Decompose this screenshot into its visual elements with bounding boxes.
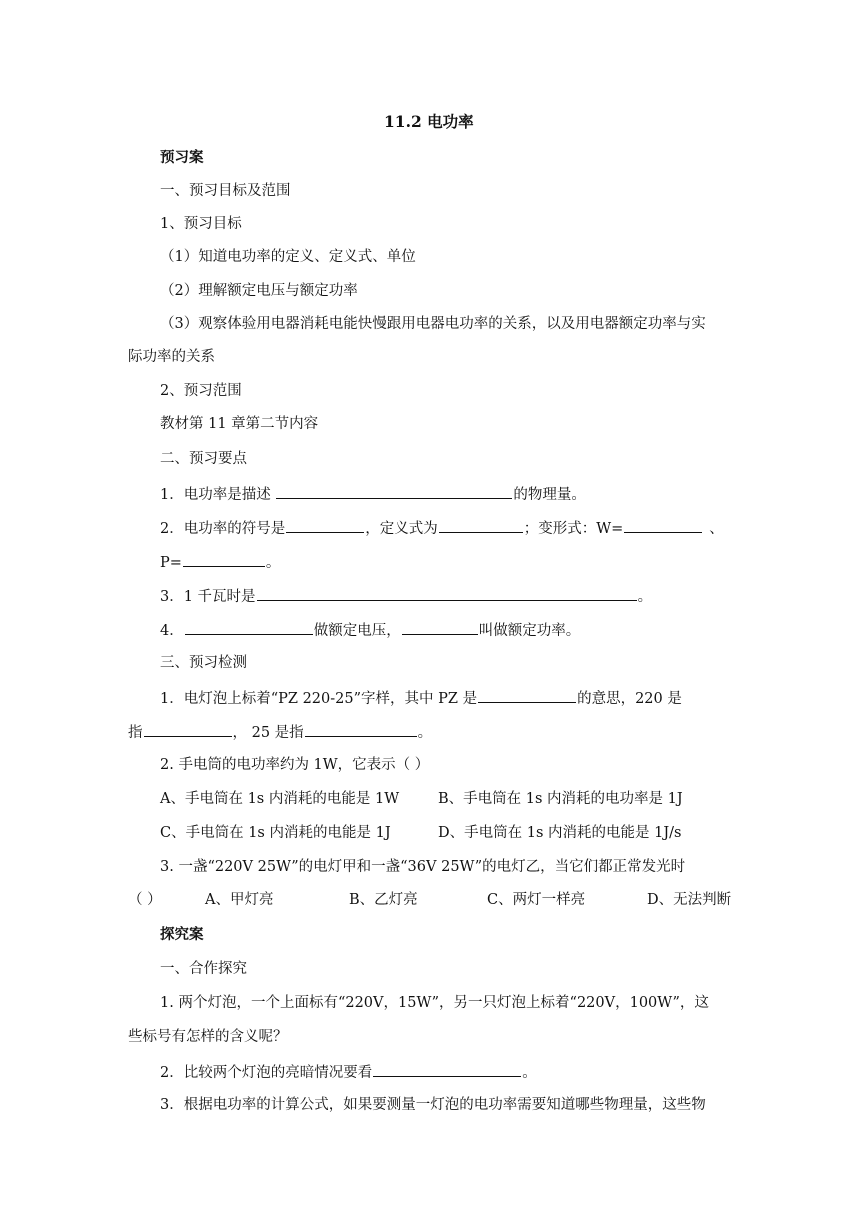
preview-goals-heading: 一、预习目标及范围 [160,183,291,199]
section-explore-heading: 探究案 [160,926,204,943]
point-4-text-b: 做额定电压， [313,623,401,639]
preview-goal-label: 1、预习目标 [160,216,242,232]
blank-line [257,585,637,601]
blank-line [276,483,512,499]
test-3-option-a: A、甲灯亮 [205,892,274,908]
point-4 [160,619,580,641]
point-1-end: 的物理量。 [513,487,586,503]
blank-line [185,619,313,635]
blank-line [144,721,232,737]
test-1-text-d: ， 25 是指 [232,725,304,741]
goal-item-3-line1: （3）观察体验用电器消耗电能快慢跟用电器电功率的关系，以及用电器额定功率与实 [160,316,706,332]
point-3-end: 。 [637,589,653,605]
blank-line [373,1061,521,1077]
test-1-text-b: 的意思，220 是 [577,691,682,707]
point-2-text-e: P= [160,555,182,571]
blank-line [478,687,576,703]
explore-1-line1: 1. 两个灯泡，一个上面标有“220V，15W”，另一只灯泡上标着“220V，100W”，这 [160,995,709,1011]
test-2-option-b: B、手电筒在 1s 内消耗的电功率是 1J [438,791,683,807]
goal-item-3-line2: 际功率的关系 [128,349,215,365]
blank-line [305,721,417,737]
explore-2 [160,1061,537,1083]
point-2-text-d: 、 [709,521,724,537]
test-1-text-c: 指 [128,725,143,741]
explore-coop-heading: 一、合作探究 [160,961,247,977]
test-3-option-b: B、乙灯亮 [349,892,418,908]
test-2-option-d: D、手电筒在 1s 内消耗的电能是 1J/s [438,825,682,841]
preview-points-heading: 二、预习要点 [160,451,247,467]
blank-line [624,517,702,533]
test-3: 3. 一盏“220V 25W”的电灯甲和一盏“36V 25W”的电灯乙，当它们都正常发光时 [160,859,686,875]
blank-line [286,517,364,533]
point-1 [160,483,586,505]
test-1-text-a: 1．电灯泡上标着“PZ 220-25”字样，其中 PZ 是 [160,691,478,707]
test-2-option-a: A、手电筒在 1s 内消耗的电能是 1W [160,791,400,807]
blank-line [402,619,478,635]
test-2-option-c: C、手电筒在 1s 内消耗的电能是 1J [160,825,391,841]
page-title: 11.2 电功率 [384,112,474,131]
test-3-option-c: C、两灯一样亮 [487,892,586,908]
test-2: 2. 手电筒的电功率约为 1W，它表示（ ） [160,757,430,773]
point-2-text-b: ，定义式为 [365,521,438,537]
point-2-cont [160,551,280,573]
point-2-text-a: 2．电功率的符号是 [160,521,286,537]
test-1-text-e: 。 [417,725,433,741]
goal-item-1: （1）知道电功率的定义、定义式、单位 [160,249,416,265]
explore-2-text: 2．比较两个灯泡的亮暗情况要看 [160,1065,373,1081]
blank-line [183,551,265,567]
explore-2-end: 。 [522,1065,537,1081]
point-2-text-f: 。 [265,555,281,571]
preview-test-heading: 三、预习检测 [160,655,247,671]
point-2-text-c: ；变形式：W= [523,521,624,537]
point-1-text: 1．电功率是描述 [160,487,276,503]
preview-scope-text: 教材第 11 章第二节内容 [160,416,319,432]
section-preview-heading: 预习案 [160,149,204,166]
point-3 [160,585,652,607]
test-1 [160,687,682,709]
preview-scope-label: 2、预习范围 [160,383,242,399]
test-1-cont [128,721,432,743]
explore-1-line2: 些标号有怎样的含义呢？ [128,1029,288,1045]
explore-3: 3．根据电功率的计算公式，如果要测量一灯泡的电功率需要知道哪些物理量，这些物 [160,1097,706,1113]
blank-line [439,517,523,533]
goal-item-2: （2）理解额定电压与额定功率 [160,283,358,299]
point-4-text-c: 叫做额定功率。 [478,623,581,639]
point-3-text: 3．1 千瓦时是 [160,589,256,605]
test-3-paren: （ ） [128,892,162,908]
point-4-num: 4． [160,623,184,639]
test-3-option-d: D、无法判断 [647,892,732,908]
point-2 [160,517,724,539]
